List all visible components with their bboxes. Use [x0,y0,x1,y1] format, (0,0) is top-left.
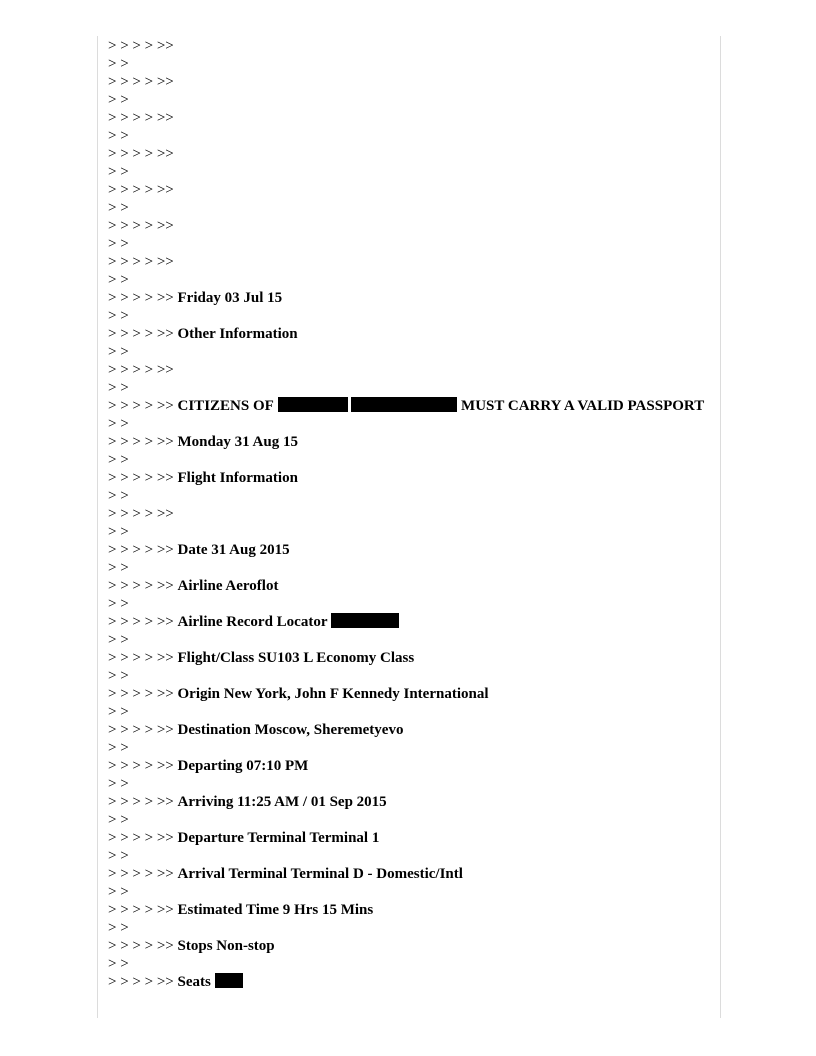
quoted-line [108,469,708,487]
quoted-line [108,721,708,739]
quote-separator: > > [108,164,129,180]
quote-marker: > > > > >> [108,830,174,846]
quoted-line [108,109,708,127]
quote-marker: > > > > >> [108,182,174,198]
quote-separator: > > [108,668,129,684]
quote-marker: > > > > >> [108,686,174,702]
redaction-box [215,973,243,988]
quoted-line [108,253,708,271]
quoted-line [108,397,708,415]
quoted-line [108,829,708,847]
quote-marker: > > > > >> [108,470,174,486]
quote-separator: > > [108,632,129,648]
quoted-line [108,541,708,559]
quote-marker: > > > > >> [108,902,174,918]
line-text: Departure Terminal Terminal 1 [177,830,380,846]
quote-separator: > > [108,236,129,252]
redaction-box [351,397,457,412]
quote-marker: > > > > >> [108,542,174,558]
line-text: Other Information [177,326,298,342]
quote-marker: > > > > >> [108,398,174,414]
quote-separator: > > [108,920,129,936]
quoted-line [108,865,708,883]
quote-marker: > > > > >> [108,506,174,522]
quote-separator: > > [108,488,129,504]
quote-separator: > > [108,704,129,720]
quote-marker: > > > > >> [108,758,174,774]
line-text: Seats [177,974,211,990]
line-text: Monday 31 Aug 15 [177,434,298,450]
quote-marker: > > > > >> [108,722,174,738]
quote-separator: > > [108,200,129,216]
quote-marker: > > > > >> [108,866,174,882]
quoted-line [108,505,708,523]
quote-marker: > > > > >> [108,38,174,54]
quoted-line [108,793,708,811]
quoted-line [108,613,708,631]
quote-separator: > > [108,848,129,864]
quote-separator: > > [108,452,129,468]
line-text: Airline Aeroflot [177,578,279,594]
quoted-line [108,685,708,703]
quote-marker: > > > > >> [108,938,174,954]
quote-separator: > > [108,380,129,396]
quote-marker: > > > > >> [108,578,174,594]
line-text: Arriving 11:25 AM / 01 Sep 2015 [177,794,387,810]
quote-separator: > > [108,308,129,324]
quote-marker: > > > > >> [108,794,174,810]
quoted-line [108,181,708,199]
quote-marker: > > > > >> [108,74,174,90]
quoted-line [108,937,708,955]
quote-separator: > > [108,416,129,432]
quoted-line [108,361,708,379]
quote-marker: > > > > >> [108,650,174,666]
quote-marker: > > > > >> [108,110,174,126]
quote-marker: > > > > >> [108,974,174,990]
line-text: Airline Record Locator [177,614,328,630]
quote-separator: > > [108,560,129,576]
quote-marker: > > > > >> [108,218,174,234]
quoted-line [108,325,708,343]
quote-marker: > > > > >> [108,254,174,270]
line-text: Stops Non-stop [177,938,275,954]
quote-separator: > > [108,740,129,756]
quoted-line [108,73,708,91]
quoted-line [108,649,708,667]
line-text: Origin New York, John F Kennedy International [177,686,489,702]
quote-separator: > > [108,776,129,792]
quote-separator: > > [108,272,129,288]
quote-separator: > > [108,596,129,612]
quote-separator: > > [108,128,129,144]
quote-marker: > > > > >> [108,434,174,450]
quoted-line [108,901,708,919]
line-text: Flight Information [177,470,298,486]
redaction-box [331,613,399,628]
quoted-line [108,145,708,163]
quote-separator: > > [108,56,129,72]
line-text-continued: MUST CARRY A VALID PASSPORT [461,398,705,414]
line-text: Departing 07:10 PM [177,758,309,774]
line-text: Friday 03 Jul 15 [177,290,283,306]
quoted-line [108,577,708,595]
quote-marker: > > > > >> [108,290,174,306]
quote-marker: > > > > >> [108,146,174,162]
quote-separator: > > [108,956,129,972]
quote-separator: > > [108,812,129,828]
quoted-line [108,757,708,775]
quoted-line [108,433,708,451]
line-text: Flight/Class SU103 L Economy Class [177,650,415,666]
quote-separator: > > [108,92,129,108]
quoted-line [108,37,708,55]
redaction-box [278,397,348,412]
line-text: Date 31 Aug 2015 [177,542,290,558]
line-text: CITIZENS OF [177,398,274,414]
quote-marker: > > > > >> [108,362,174,378]
line-text: Destination Moscow, Sheremetyevo [177,722,404,738]
quote-separator: > > [108,344,129,360]
quote-marker: > > > > >> [108,326,174,342]
line-text: Estimated Time 9 Hrs 15 Mins [177,902,374,918]
email-body [108,37,708,991]
line-text: Arrival Terminal Terminal D - Domestic/Intl [177,866,463,882]
quote-marker: > > > > >> [108,614,174,630]
quoted-line [108,973,708,991]
quoted-line [108,217,708,235]
quoted-line [108,289,708,307]
quote-separator: > > [108,884,129,900]
quote-separator: > > [108,524,129,540]
